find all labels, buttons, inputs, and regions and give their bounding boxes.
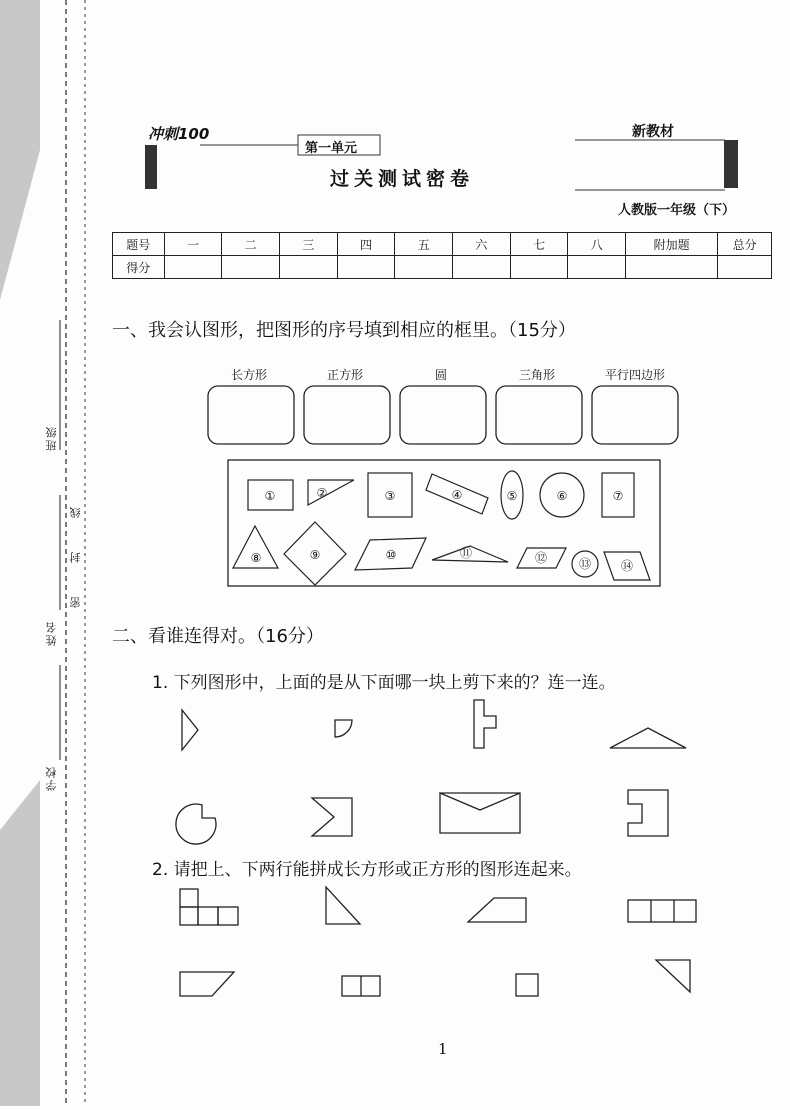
seal-char-2: 封 [69, 550, 82, 563]
seal-char-3: 线 [69, 505, 82, 518]
q2-bottom-trapezoid [180, 972, 234, 996]
name-label: 姓名 [45, 620, 58, 646]
q1-bottom-piece-notched-square [312, 798, 352, 836]
shape-number: ⑩ [385, 548, 397, 562]
q2-bottom-small-square [516, 974, 538, 996]
q2-top-l-block-cell [180, 889, 198, 907]
school-label: 学校 [45, 765, 58, 791]
shape-number: ⑦ [612, 489, 624, 503]
q1-top-piece-wide-triangle [610, 728, 686, 748]
q1-bottom-piece-notched-rect [440, 793, 520, 833]
score-cell: 总分 [718, 233, 772, 256]
answer-box-rectangle[interactable] [208, 386, 294, 444]
shape-number: ② [316, 486, 328, 500]
edition-label: 人教版一年级（下） [618, 203, 736, 218]
section2-figures [0, 690, 790, 1010]
unit-badge: 第一单元 [305, 141, 358, 156]
shape-number: ⑥ [556, 489, 568, 503]
q2-top-trapezoid [468, 898, 526, 922]
answer-box-square[interactable] [304, 386, 390, 444]
category-label-square: 正方形 [326, 368, 363, 382]
category-label-parallelogram: 平行四边形 [604, 368, 665, 382]
q1-bottom-piece-circle-cut [176, 804, 216, 844]
score-cell: 四 [337, 233, 395, 256]
q1-top-piece-quarter-circle [335, 720, 352, 737]
category-label-rectangle: 长方形 [230, 368, 267, 382]
brand-name: 冲刺100 [148, 125, 210, 143]
shape-2-triangle [308, 480, 354, 505]
shape-number: ① [264, 489, 276, 503]
q2-bottom-triangle [656, 960, 690, 992]
score-cell: 六 [453, 233, 511, 256]
question-2-2: 2. 请把上、下两行能拼成长方形或正方形的图形连起来。 [152, 860, 582, 880]
q1-top-piece-step [474, 700, 496, 748]
answer-box-parallelogram[interactable] [592, 386, 678, 444]
answer-box-triangle[interactable] [496, 386, 582, 444]
q2-top-l-block-cell [198, 907, 218, 925]
shape-number: ⑪ [459, 546, 473, 560]
page-title: 过关测试密卷 [330, 168, 475, 190]
shape-number: ⑤ [506, 489, 518, 503]
shape-number: ⑫ [534, 551, 548, 565]
new-textbook-tag: 新教材 [632, 124, 674, 140]
category-label-triangle: 三角形 [518, 368, 555, 382]
shape-number: ⑧ [250, 551, 262, 565]
section1-title: 一、我会认图形，把图形的序号填到相应的框里。（15分） [112, 320, 576, 341]
seal-char-1: 密 [69, 595, 82, 608]
shape-number: ③ [384, 489, 396, 503]
shape-number: ⑨ [309, 548, 321, 562]
score-cell: 二 [222, 233, 280, 256]
score-cell: 附加题 [626, 233, 718, 256]
score-cell: 八 [568, 233, 626, 256]
category-label-circle: 圆 [434, 368, 447, 382]
score-cell: 一 [164, 233, 222, 256]
score-cell: 七 [510, 233, 568, 256]
question-2-1: 1. 下列图形中，上面的是从下面哪一块上剪下来的？连一连。 [152, 673, 616, 693]
class-label: 班级 [45, 425, 58, 451]
score-row-label: 得分 [113, 256, 165, 279]
q2-top-right-triangle [326, 887, 360, 924]
q2-top-l-block-cell [218, 907, 238, 925]
q2-top-l-block-cell [180, 907, 198, 925]
q1-bottom-piece-cut-rect [628, 790, 668, 836]
shape-number: ④ [451, 488, 463, 502]
q2-top-three-cells [628, 900, 696, 922]
page-number: 1 [438, 1040, 448, 1058]
answer-box-circle[interactable] [400, 386, 486, 444]
score-cell: 三 [280, 233, 338, 256]
score-cell: 五 [395, 233, 453, 256]
shape-number: ⑬ [578, 557, 592, 571]
q1-top-piece-triangle [182, 710, 198, 750]
score-cell: 题号 [113, 233, 165, 256]
shape-number: ⑭ [620, 559, 634, 573]
section2-title: 二、看谁连得对。（16分） [112, 626, 324, 647]
